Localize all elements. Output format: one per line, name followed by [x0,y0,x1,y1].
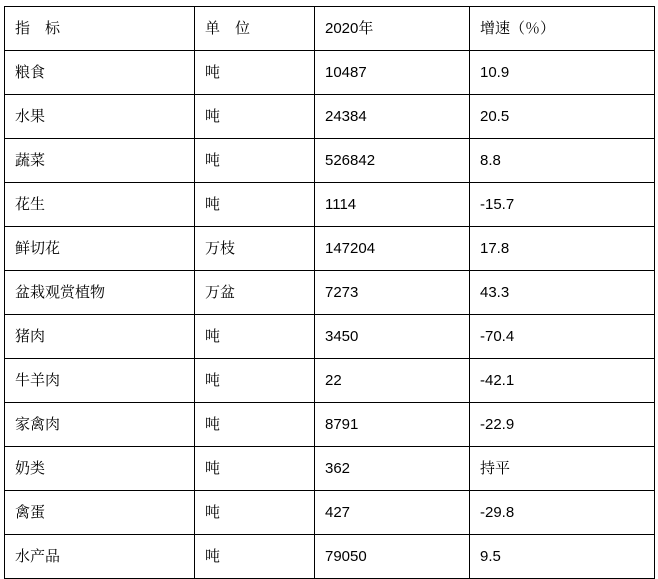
cell-value: 22 [315,359,470,403]
cell-value: 8791 [315,403,470,447]
column-header-indicator: 指 标 [5,7,195,51]
cell-growth: 43.3 [470,271,655,315]
cell-value: 427 [315,491,470,535]
cell-indicator: 水产品 [5,535,195,579]
cell-unit: 万盆 [195,271,315,315]
column-header-year: 2020年 [315,7,470,51]
cell-value: 79050 [315,535,470,579]
cell-value: 10487 [315,51,470,95]
cell-growth: 持平 [470,447,655,491]
cell-indicator: 盆栽观赏植物 [5,271,195,315]
cell-value: 362 [315,447,470,491]
table-row [5,447,655,491]
cell-growth: 8.8 [470,139,655,183]
cell-indicator: 水果 [5,95,195,139]
cell-growth: -22.9 [470,403,655,447]
cell-indicator: 花生 [5,183,195,227]
cell-indicator: 粮食 [5,51,195,95]
cell-unit: 吨 [195,139,315,183]
cell-indicator: 猪肉 [5,315,195,359]
table-row [5,359,655,403]
cell-growth: -70.4 [470,315,655,359]
cell-unit: 吨 [195,51,315,95]
cell-value: 24384 [315,95,470,139]
cell-growth: 9.5 [470,535,655,579]
cell-unit: 吨 [195,535,315,579]
cell-unit: 吨 [195,403,315,447]
column-header-growth: 增速（％） [470,7,655,51]
cell-value: 147204 [315,227,470,271]
cell-growth: 10.9 [470,51,655,95]
cell-indicator: 禽蛋 [5,491,195,535]
table-row [5,403,655,447]
cell-unit: 万枝 [195,227,315,271]
table-row [5,227,655,271]
cell-value: 526842 [315,139,470,183]
table-row [5,271,655,315]
cell-growth: -15.7 [470,183,655,227]
cell-growth: 20.5 [470,95,655,139]
cell-indicator: 奶类 [5,447,195,491]
table-row [5,535,655,579]
cell-value: 7273 [315,271,470,315]
table-row [5,315,655,359]
cell-indicator: 牛羊肉 [5,359,195,403]
table-row [5,139,655,183]
table-row [5,51,655,95]
cell-unit: 吨 [195,315,315,359]
table-row [5,95,655,139]
cell-growth: -29.8 [470,491,655,535]
cell-unit: 吨 [195,183,315,227]
cell-unit: 吨 [195,491,315,535]
cell-value: 1114 [315,183,470,227]
cell-unit: 吨 [195,95,315,139]
table-row [5,491,655,535]
agriculture-output-table [4,6,655,579]
cell-indicator: 家禽肉 [5,403,195,447]
cell-value: 3450 [315,315,470,359]
table-header-row [5,7,655,51]
cell-unit: 吨 [195,447,315,491]
cell-indicator: 蔬菜 [5,139,195,183]
column-header-unit: 单 位 [195,7,315,51]
cell-indicator: 鲜切花 [5,227,195,271]
cell-growth: 17.8 [470,227,655,271]
cell-unit: 吨 [195,359,315,403]
table-row [5,183,655,227]
cell-growth: -42.1 [470,359,655,403]
